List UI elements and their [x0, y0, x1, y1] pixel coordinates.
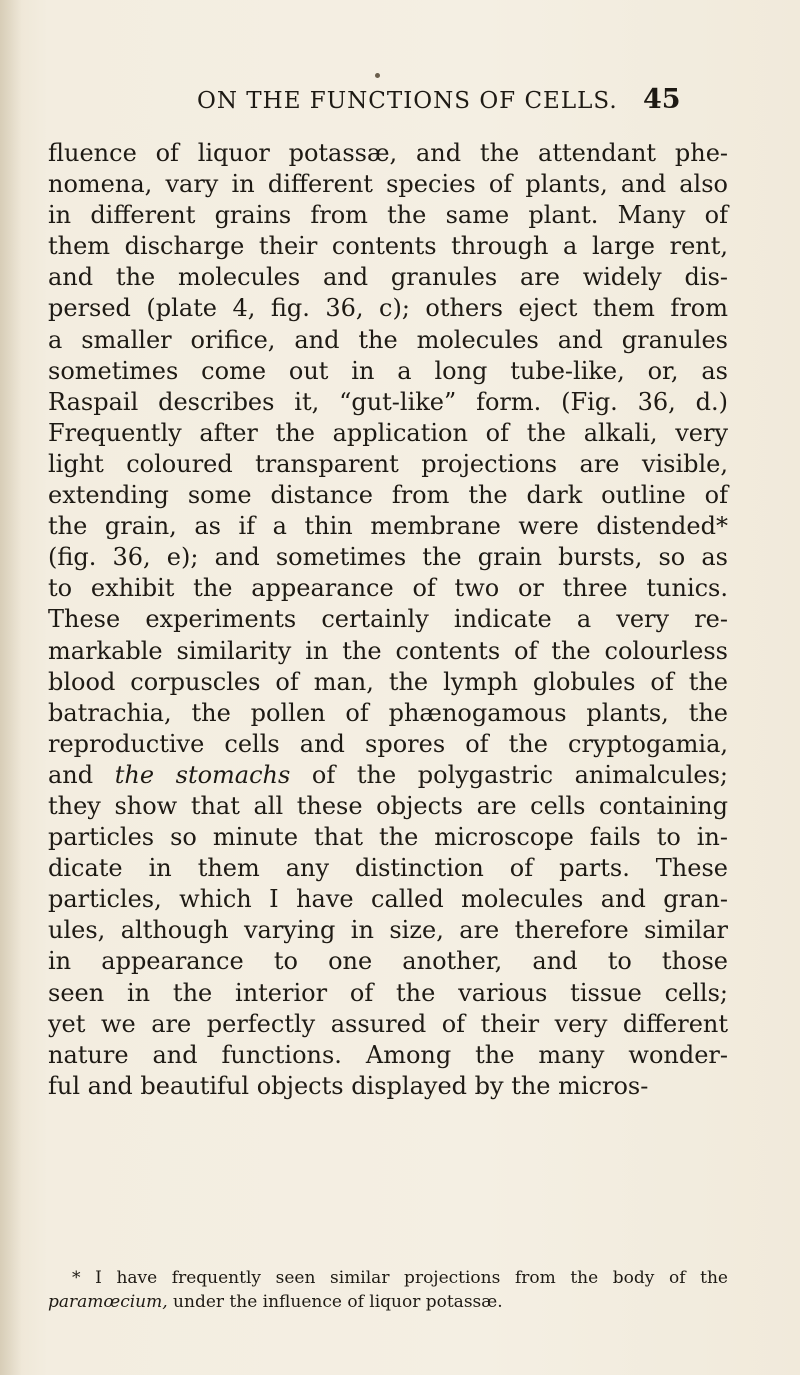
footnote-line: * I have frequently seen similar projections from the body of the — [72, 1268, 728, 1288]
text-line: batrachia, the pollen of phænogamous plants, the — [48, 698, 728, 727]
text-line: light coloured transparent projections are visible, — [48, 449, 728, 478]
text-line: them discharge their contents through a large rent, — [48, 232, 728, 261]
text-line: a smaller orifice, and the molecules and granules — [48, 325, 728, 354]
text-line: extending some distance from the dark outline of — [48, 481, 728, 510]
page-number: 45 — [643, 84, 681, 115]
text-line: seen in the interior of the various tissue cells; — [48, 978, 728, 1007]
text-line: the grain, as if a thin membrane were distended* — [48, 512, 728, 541]
text-line: Frequently after the application of the alkali, very — [48, 418, 728, 447]
italic-phrase: the stomachs — [114, 760, 291, 789]
text-line: yet we are perfectly assured of their very different — [48, 1009, 728, 1038]
text-line: particles so minute that the microscope fails to in- — [48, 823, 728, 852]
print-mark — [375, 73, 380, 78]
text-line: fluence of liquor potassæ, and the attendant phe- — [48, 139, 728, 167]
text-line: ful and beautiful objects displayed by the micros- — [48, 1071, 649, 1100]
footnote-italic: paramœcium, — [48, 1292, 168, 1312]
text-line: These experiments certainly indicate a very re- — [48, 605, 728, 634]
text-line: they show that all these objects are cells containing — [48, 791, 728, 820]
body-text — [48, 138, 728, 1102]
text-line: nomena, vary in different species of plants, and also — [48, 170, 728, 199]
text-line: reproductive cells and spores of the cryptogamia, — [48, 729, 728, 758]
text-line: particles, which I have called molecules and gran- — [48, 885, 728, 914]
page-edge-shadow — [0, 0, 22, 1375]
text-line: (fig. 36, e); and sometimes the grain bursts, so as — [48, 543, 728, 572]
text-line: and the stomachs of the polygastric animalcules; — [48, 760, 728, 789]
footnote — [48, 1266, 728, 1314]
text-line: in different grains from the same plant. Many of — [48, 201, 728, 230]
footnote-line — [48, 1290, 728, 1314]
running-head: ON THE FUNCTIONS OF CELLS. — [197, 88, 618, 114]
text-line: to exhibit the appearance of two or three tunics. — [48, 574, 728, 603]
text-line: nature and functions. Among the many wonder- — [48, 1040, 728, 1069]
text-line: and the molecules and granules are widely dis- — [48, 263, 728, 292]
text-line: markable similarity in the contents of the colourless — [48, 636, 728, 665]
text-line: sometimes come out in a long tube-like, or, as — [48, 356, 728, 385]
footnote-text: under the influence of liquor potassæ. — [167, 1292, 503, 1312]
text-line: Raspail describes it, “gut-like” form. (Fig. 36, d.) — [48, 387, 728, 416]
text-line: ules, although varying in size, are therefore similar — [48, 916, 728, 945]
text-line: in appearance to one another, and to those — [48, 947, 728, 976]
text-line: blood corpuscles of man, the lymph globules of the — [48, 667, 728, 696]
text-line: dicate in them any distinction of parts. These — [48, 854, 728, 883]
text-line: persed (plate 4, fig. 36, c); others eject them from — [48, 294, 728, 323]
page-header — [0, 84, 800, 124]
